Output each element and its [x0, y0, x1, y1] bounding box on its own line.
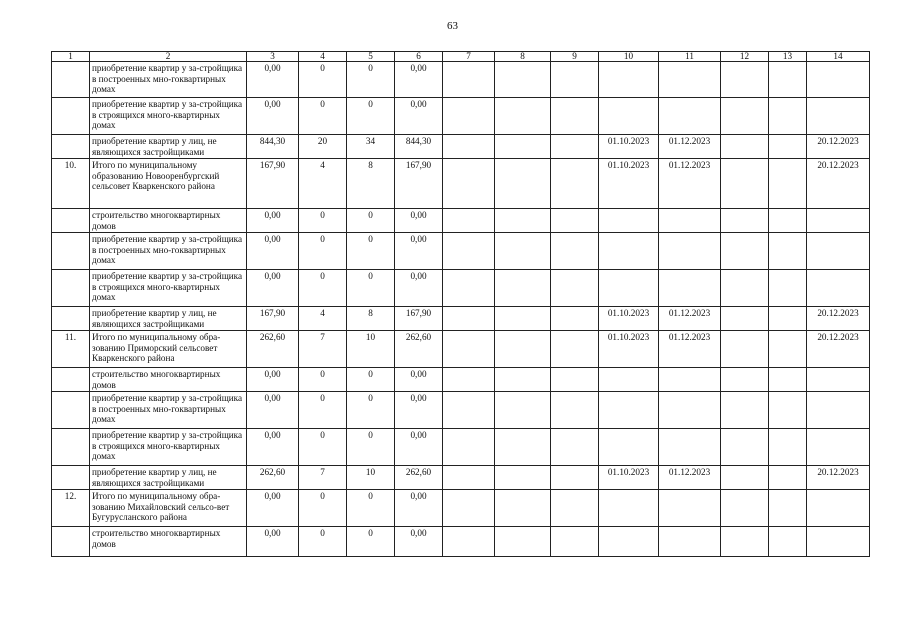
date-start-cell: 01.10.2023 — [599, 331, 659, 368]
col9-cell — [551, 490, 599, 527]
date-contract-cell — [659, 270, 721, 307]
col9-cell — [551, 466, 599, 490]
col12-cell — [721, 368, 769, 392]
col9-cell — [551, 392, 599, 429]
cost-cell: 0,00 — [247, 270, 299, 307]
total-cost-cell: 0,00 — [395, 527, 443, 557]
families-cell: 0 — [299, 209, 347, 233]
cost-cell: 0,00 — [247, 62, 299, 98]
date-start-cell — [599, 209, 659, 233]
row-name-cell: Итого по муниципальному обра-зованию Михайловский сельсо-вет Бугурусланского района — [90, 490, 247, 527]
row-name-cell: приобретение квартир у за-стройщика в строящихся много-квартирных домах — [90, 429, 247, 466]
col13-cell — [769, 368, 807, 392]
total-cost-cell: 262,60 — [395, 466, 443, 490]
cost-cell: 262,60 — [247, 466, 299, 490]
date-end-cell — [807, 527, 870, 557]
col12-cell — [721, 98, 769, 135]
date-start-cell — [599, 98, 659, 135]
column-header-1: 1 — [52, 52, 90, 62]
col13-cell — [769, 466, 807, 490]
date-end-cell — [807, 62, 870, 98]
col13-cell — [769, 98, 807, 135]
date-contract-cell: 01.12.2023 — [659, 159, 721, 209]
col8-cell — [495, 466, 551, 490]
row-name-cell: строительство многоквартирных домов — [90, 527, 247, 557]
total-cost-cell: 262,60 — [395, 331, 443, 368]
date-end-cell: 20.12.2023 — [807, 466, 870, 490]
families-cell: 0 — [299, 233, 347, 270]
families-cell: 20 — [299, 135, 347, 159]
col12-cell — [721, 466, 769, 490]
row-name-cell: приобретение квартир у лиц, не являющихся застройщиками — [90, 466, 247, 490]
col8-cell — [495, 62, 551, 98]
col9-cell — [551, 233, 599, 270]
date-start-cell: 01.10.2023 — [599, 159, 659, 209]
col12-cell — [721, 392, 769, 429]
table-row — [52, 62, 870, 98]
date-start-cell — [599, 490, 659, 527]
col12-cell — [721, 331, 769, 368]
families-cell: 0 — [299, 270, 347, 307]
row-name-cell: приобретение квартир у лиц, не являющихся застройщиками — [90, 135, 247, 159]
date-end-cell — [807, 490, 870, 527]
col7-cell — [443, 98, 495, 135]
date-start-cell — [599, 392, 659, 429]
persons-cell: 10 — [347, 331, 395, 368]
col12-cell — [721, 307, 769, 331]
table-row — [52, 490, 870, 527]
date-contract-cell — [659, 527, 721, 557]
cost-cell: 167,90 — [247, 307, 299, 331]
col13-cell — [769, 490, 807, 527]
column-header-12: 12 — [721, 52, 769, 62]
row-number-cell — [52, 368, 90, 392]
cost-cell: 0,00 — [247, 527, 299, 557]
cost-cell: 0,00 — [247, 392, 299, 429]
column-header-2: 2 — [90, 52, 247, 62]
cost-cell: 0,00 — [247, 368, 299, 392]
col8-cell — [495, 331, 551, 368]
col13-cell — [769, 233, 807, 270]
column-header-11: 11 — [659, 52, 721, 62]
col8-cell — [495, 527, 551, 557]
date-contract-cell: 01.12.2023 — [659, 331, 721, 368]
col7-cell — [443, 209, 495, 233]
col9-cell — [551, 368, 599, 392]
total-cost-cell: 0,00 — [395, 392, 443, 429]
column-header-5: 5 — [347, 52, 395, 62]
col9-cell — [551, 62, 599, 98]
cost-cell: 844,30 — [247, 135, 299, 159]
families-cell: 0 — [299, 62, 347, 98]
column-header-7: 7 — [443, 52, 495, 62]
col9-cell — [551, 429, 599, 466]
col8-cell — [495, 270, 551, 307]
persons-cell: 0 — [347, 209, 395, 233]
row-number-cell — [52, 62, 90, 98]
families-cell: 7 — [299, 466, 347, 490]
col7-cell — [443, 490, 495, 527]
row-number-cell: 11. — [52, 331, 90, 368]
cost-cell: 167,90 — [247, 159, 299, 209]
row-name-cell: строительство многоквартирных домов — [90, 209, 247, 233]
persons-cell: 0 — [347, 98, 395, 135]
col13-cell — [769, 209, 807, 233]
date-start-cell: 01.10.2023 — [599, 135, 659, 159]
row-name-cell: Итого по муниципальному обра-зованию Приморский сельсовет Кваркенского района — [90, 331, 247, 368]
housing-program-table — [51, 51, 870, 557]
row-name-cell: приобретение квартир у за-стройщика в строящихся много-квартирных домах — [90, 98, 247, 135]
persons-cell: 0 — [347, 490, 395, 527]
date-contract-cell — [659, 209, 721, 233]
col12-cell — [721, 270, 769, 307]
table-row — [52, 368, 870, 392]
total-cost-cell: 0,00 — [395, 368, 443, 392]
col8-cell — [495, 209, 551, 233]
families-cell: 0 — [299, 392, 347, 429]
table-row — [52, 392, 870, 429]
total-cost-cell: 0,00 — [395, 233, 443, 270]
row-number-cell — [52, 307, 90, 331]
total-cost-cell: 844,30 — [395, 135, 443, 159]
col8-cell — [495, 98, 551, 135]
col13-cell — [769, 62, 807, 98]
families-cell: 0 — [299, 527, 347, 557]
cost-cell: 0,00 — [247, 490, 299, 527]
column-header-8: 8 — [495, 52, 551, 62]
col13-cell — [769, 307, 807, 331]
page-number: 63 — [447, 20, 458, 32]
col7-cell — [443, 307, 495, 331]
families-cell: 0 — [299, 368, 347, 392]
row-number-cell — [52, 392, 90, 429]
col12-cell — [721, 209, 769, 233]
families-cell: 0 — [299, 429, 347, 466]
col13-cell — [769, 135, 807, 159]
date-contract-cell — [659, 98, 721, 135]
date-end-cell — [807, 270, 870, 307]
date-end-cell: 20.12.2023 — [807, 159, 870, 209]
row-number-cell — [52, 98, 90, 135]
table-row — [52, 209, 870, 233]
col13-cell — [769, 429, 807, 466]
table-body — [52, 62, 870, 557]
total-cost-cell: 0,00 — [395, 209, 443, 233]
col13-cell — [769, 270, 807, 307]
cost-cell: 0,00 — [247, 98, 299, 135]
families-cell: 0 — [299, 490, 347, 527]
persons-cell: 0 — [347, 392, 395, 429]
col9-cell — [551, 159, 599, 209]
column-header-3: 3 — [247, 52, 299, 62]
col12-cell — [721, 233, 769, 270]
total-cost-cell: 0,00 — [395, 98, 443, 135]
table-row — [52, 233, 870, 270]
table-row — [52, 270, 870, 307]
col7-cell — [443, 62, 495, 98]
date-end-cell — [807, 209, 870, 233]
date-start-cell — [599, 233, 659, 270]
row-name-cell: строительство многоквартирных домов — [90, 368, 247, 392]
persons-cell: 10 — [347, 466, 395, 490]
col7-cell — [443, 135, 495, 159]
col8-cell — [495, 135, 551, 159]
date-contract-cell — [659, 62, 721, 98]
families-cell: 7 — [299, 331, 347, 368]
cost-cell: 262,60 — [247, 331, 299, 368]
col9-cell — [551, 135, 599, 159]
col8-cell — [495, 233, 551, 270]
date-end-cell — [807, 98, 870, 135]
date-contract-cell: 01.12.2023 — [659, 135, 721, 159]
row-number-cell — [52, 270, 90, 307]
col8-cell — [495, 307, 551, 331]
table-row — [52, 98, 870, 135]
date-end-cell: 20.12.2023 — [807, 135, 870, 159]
table-row — [52, 159, 870, 209]
row-number-cell — [52, 233, 90, 270]
date-contract-cell: 01.12.2023 — [659, 307, 721, 331]
col7-cell — [443, 527, 495, 557]
persons-cell: 0 — [347, 270, 395, 307]
col9-cell — [551, 209, 599, 233]
col7-cell — [443, 368, 495, 392]
date-contract-cell — [659, 429, 721, 466]
date-start-cell — [599, 270, 659, 307]
table-row — [52, 135, 870, 159]
column-header-4: 4 — [299, 52, 347, 62]
date-contract-cell — [659, 368, 721, 392]
col7-cell — [443, 466, 495, 490]
row-name-cell: приобретение квартир у за-стройщика в построенных мно-гоквартирных домах — [90, 233, 247, 270]
col13-cell — [769, 331, 807, 368]
col7-cell — [443, 392, 495, 429]
col12-cell — [721, 135, 769, 159]
date-end-cell — [807, 368, 870, 392]
persons-cell: 0 — [347, 62, 395, 98]
col12-cell — [721, 159, 769, 209]
cost-cell: 0,00 — [247, 233, 299, 270]
col9-cell — [551, 307, 599, 331]
total-cost-cell: 0,00 — [395, 270, 443, 307]
date-contract-cell — [659, 392, 721, 429]
col8-cell — [495, 392, 551, 429]
persons-cell: 0 — [347, 429, 395, 466]
header-row — [52, 52, 870, 62]
date-contract-cell: 01.12.2023 — [659, 466, 721, 490]
total-cost-cell: 0,00 — [395, 62, 443, 98]
col7-cell — [443, 159, 495, 209]
date-end-cell — [807, 429, 870, 466]
date-end-cell: 20.12.2023 — [807, 307, 870, 331]
col7-cell — [443, 233, 495, 270]
col13-cell — [769, 527, 807, 557]
col9-cell — [551, 331, 599, 368]
date-contract-cell — [659, 233, 721, 270]
row-number-cell — [52, 209, 90, 233]
persons-cell: 8 — [347, 159, 395, 209]
col7-cell — [443, 429, 495, 466]
col8-cell — [495, 159, 551, 209]
date-start-cell: 01.10.2023 — [599, 466, 659, 490]
date-start-cell — [599, 527, 659, 557]
col12-cell — [721, 490, 769, 527]
total-cost-cell: 167,90 — [395, 159, 443, 209]
persons-cell: 8 — [347, 307, 395, 331]
col9-cell — [551, 270, 599, 307]
col13-cell — [769, 392, 807, 429]
row-number-cell — [52, 135, 90, 159]
persons-cell: 34 — [347, 135, 395, 159]
col9-cell — [551, 527, 599, 557]
cost-cell: 0,00 — [247, 429, 299, 466]
table-row — [52, 331, 870, 368]
col9-cell — [551, 98, 599, 135]
row-number-cell — [52, 429, 90, 466]
date-end-cell — [807, 392, 870, 429]
row-number-cell — [52, 466, 90, 490]
row-number-cell: 10. — [52, 159, 90, 209]
table-row — [52, 429, 870, 466]
row-name-cell: приобретение квартир у за-стройщика в построенных мно-гоквартирных домах — [90, 392, 247, 429]
row-name-cell: Итого по муниципальному образованию Новооренбургский сельсовет Кваркенского района — [90, 159, 247, 209]
date-start-cell: 01.10.2023 — [599, 307, 659, 331]
row-name-cell: приобретение квартир у лиц, не являющихся застройщиками — [90, 307, 247, 331]
row-number-cell — [52, 527, 90, 557]
column-header-13: 13 — [769, 52, 807, 62]
total-cost-cell: 0,00 — [395, 490, 443, 527]
date-contract-cell — [659, 490, 721, 527]
date-end-cell — [807, 233, 870, 270]
table-row — [52, 307, 870, 331]
col8-cell — [495, 429, 551, 466]
row-name-cell: приобретение квартир у за-стройщика в строящихся много-квартирных домах — [90, 270, 247, 307]
cost-cell: 0,00 — [247, 209, 299, 233]
column-header-14: 14 — [807, 52, 870, 62]
row-number-cell: 12. — [52, 490, 90, 527]
table-row — [52, 466, 870, 490]
families-cell: 0 — [299, 98, 347, 135]
col12-cell — [721, 527, 769, 557]
date-start-cell — [599, 62, 659, 98]
col8-cell — [495, 490, 551, 527]
table-row — [52, 527, 870, 557]
date-start-cell — [599, 429, 659, 466]
total-cost-cell: 167,90 — [395, 307, 443, 331]
row-name-cell: приобретение квартир у за-стройщика в построенных мно-гоквартирных домах — [90, 62, 247, 98]
date-end-cell: 20.12.2023 — [807, 331, 870, 368]
column-header-9: 9 — [551, 52, 599, 62]
column-header-10: 10 — [599, 52, 659, 62]
date-start-cell — [599, 368, 659, 392]
families-cell: 4 — [299, 307, 347, 331]
col13-cell — [769, 159, 807, 209]
col12-cell — [721, 429, 769, 466]
persons-cell: 0 — [347, 527, 395, 557]
families-cell: 4 — [299, 159, 347, 209]
col8-cell — [495, 368, 551, 392]
col7-cell — [443, 331, 495, 368]
persons-cell: 0 — [347, 368, 395, 392]
total-cost-cell: 0,00 — [395, 429, 443, 466]
col12-cell — [721, 62, 769, 98]
column-header-6: 6 — [395, 52, 443, 62]
col7-cell — [443, 270, 495, 307]
persons-cell: 0 — [347, 233, 395, 270]
